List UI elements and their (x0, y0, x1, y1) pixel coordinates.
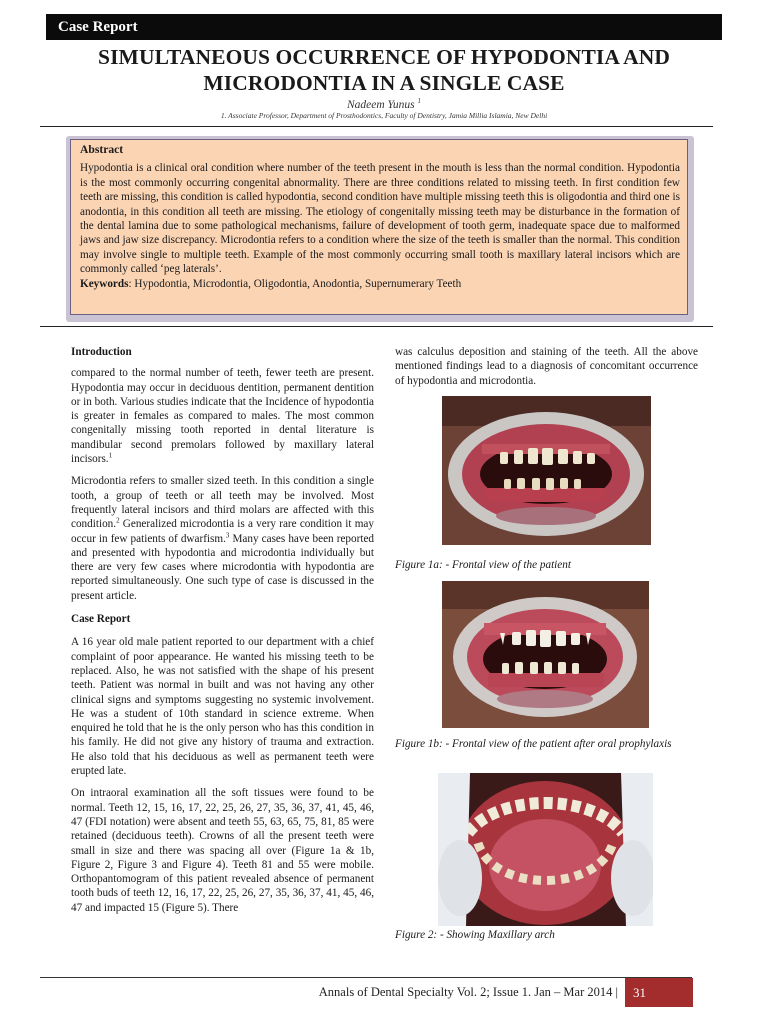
section-band (46, 14, 722, 40)
intro-p2-text-b: Generalized microdontia is a very rare condition it may occur in few patients of dwarfism. (71, 518, 374, 545)
case-paragraph-1: A 16 year old male patient reported to our department with a chief complaint of poor appearance. He wanted his missing teeth to be replaced. Also, he was not satisfied with the shape of his present teeth. Patient was normal in built and was not having any other clinical signs and symptoms suggesting no systemic involvement. He was a student of 10th standard in science extreme. When enquired he told that he is the only person who has this condition in his family. He did not give any history of trauma and extraction. He also told that his deciduous as well as permanent teeth were erupted late. (71, 636, 374, 778)
abstract-rule (40, 326, 713, 327)
case-report-heading: Case Report (71, 613, 131, 626)
header-rule (40, 126, 713, 127)
affiliation: 1. Associate Professor, Department of Prosthodontics, Faculty of Dentistry, Jamia Millia Islamia, New Delhi (220, 111, 548, 120)
continuation-paragraph: was calculus deposition and staining of the teeth. All the above mentioned findings lead to a diagnosis of concomitant occurrence of hypodontia and microdontia. (395, 346, 698, 387)
figure-1a-photo (442, 396, 651, 545)
figure-1b-caption: Figure 1b: - Frontal view of the patient after oral prophylaxis (395, 738, 672, 750)
footer-journal: Annals of Dental Specialty Vol. 2; Issue 1. Jan – Mar 2014 | (318, 985, 618, 999)
abstract-heading: Abstract (80, 143, 124, 156)
intro-paragraph-2 (71, 474, 374, 603)
ref-marker: 1 (108, 451, 113, 460)
figure-1a-caption: Figure 1a: - Frontal view of the patient (395, 559, 571, 571)
figure-2-image (438, 773, 653, 926)
intro-p1-text: compared to the normal number of teeth, fewer teeth are present. Hypodontia may occur in deciduous dentition, permanent dentition or in both. Various studies indicate that the Incidence of hypodontia is greater in females as compared to males. The most common congenitally missing tooth reported in dental literature is mandibular second premolars followed by maxillary lateral incisors. (71, 367, 374, 466)
author-line (46, 97, 722, 111)
ref-marker: 3 (225, 530, 230, 539)
abstract-keywords (80, 277, 680, 291)
footer-rule (40, 977, 692, 978)
keywords-label: Keywords (80, 277, 129, 290)
intro-p2-text-c: Many cases have been reported and presented with hypodontia and microdontia individually but there are very few cases where microdontia with hypodontia are reported simultaneously. One such type of case is discussed in the present article. (71, 532, 375, 602)
article-title: SIMULTANEOUS OCCURRENCE OF HYPODONTIA AND MICRODONTIA IN A SINGLE CASE (98, 45, 670, 95)
figure-1b-photo (442, 581, 649, 728)
author-name: Nadeem Yunus (347, 98, 415, 111)
intro-heading: Introduction (71, 346, 132, 358)
abstract-box (70, 139, 688, 315)
figure-1a-image (442, 396, 651, 545)
right-column-text (395, 345, 698, 394)
left-column (71, 345, 374, 921)
figure-1b-image (442, 581, 649, 728)
page-number: 31 (625, 978, 693, 1007)
keywords-list: : Hypodontia, Microdontia, Oligodontia, Anodontia, Supernumerary Teeth (128, 277, 462, 290)
figure-2-photo (438, 773, 653, 926)
case-paragraph-2: On intraoral examination all the soft tissues were found to be normal. Teeth 12, 15, 16, 17, 22, 25, 26, 27, 35, 36, 37, 41, 45, 46, 47 (FDI notation) were absent and teeth 55, 63, 65, 75, 81, 85 were retained (deciduous teeth). Crowns of all the present teeth were small in size and there was spacing all over (Figure 1a & 1b, Figure 2, Figure 3 and Figure 4). Teeth 81 and 55 were mobile. Orthopantomogram of this patient revealed absence of permanent tooth buds of teeth 12, 16, 17, 22, 25, 26, 27, 35, 36, 37, 41, 45, 46, 47 and impacted 15 (Figure 5). There (71, 787, 374, 914)
intro-p2-text-a: Microdontia refers to smaller sized teeth. In this condition a single tooth, a group of teeth or all teeth may be involved. Most frequently lateral incisors and third molars are affected with this condition. (71, 475, 374, 531)
figure-2-caption: Figure 2: - Showing Maxillary arch (395, 929, 555, 941)
author-affil-marker: 1 (417, 97, 421, 105)
ref-marker: 2 (116, 516, 120, 525)
intro-paragraph-1 (71, 366, 374, 466)
abstract-body: Hypodontia is a clinical oral condition where number of the teeth present in the mouth is less than the normal condition. Hypodontia is the most commonly occurring congenital abnormality. There are three conditions related to missing teeth. In first condition few teeth are missing, this condition is called hypodontia, second condition have multiple missing teeth this is oligodontia and third one is anodontia, in this condition all teeth are missing. The etiology of congenitally missing teeth may be disturbance in the formation of the dental lamina due to some pathological mechanisms, failure of development of tooth germ, inadequate space due to malformed jaws and jaw size discrepancy. Microdontia refers to a condition where the size of the teeth is smaller than the normal. This condition may involve single to multiple teeth. Example of the most commonly occurring small tooth is maxillary lateral incisors which are commonly called ‘peg laterals’. (80, 162, 680, 276)
section-label: Case Report (58, 19, 138, 35)
